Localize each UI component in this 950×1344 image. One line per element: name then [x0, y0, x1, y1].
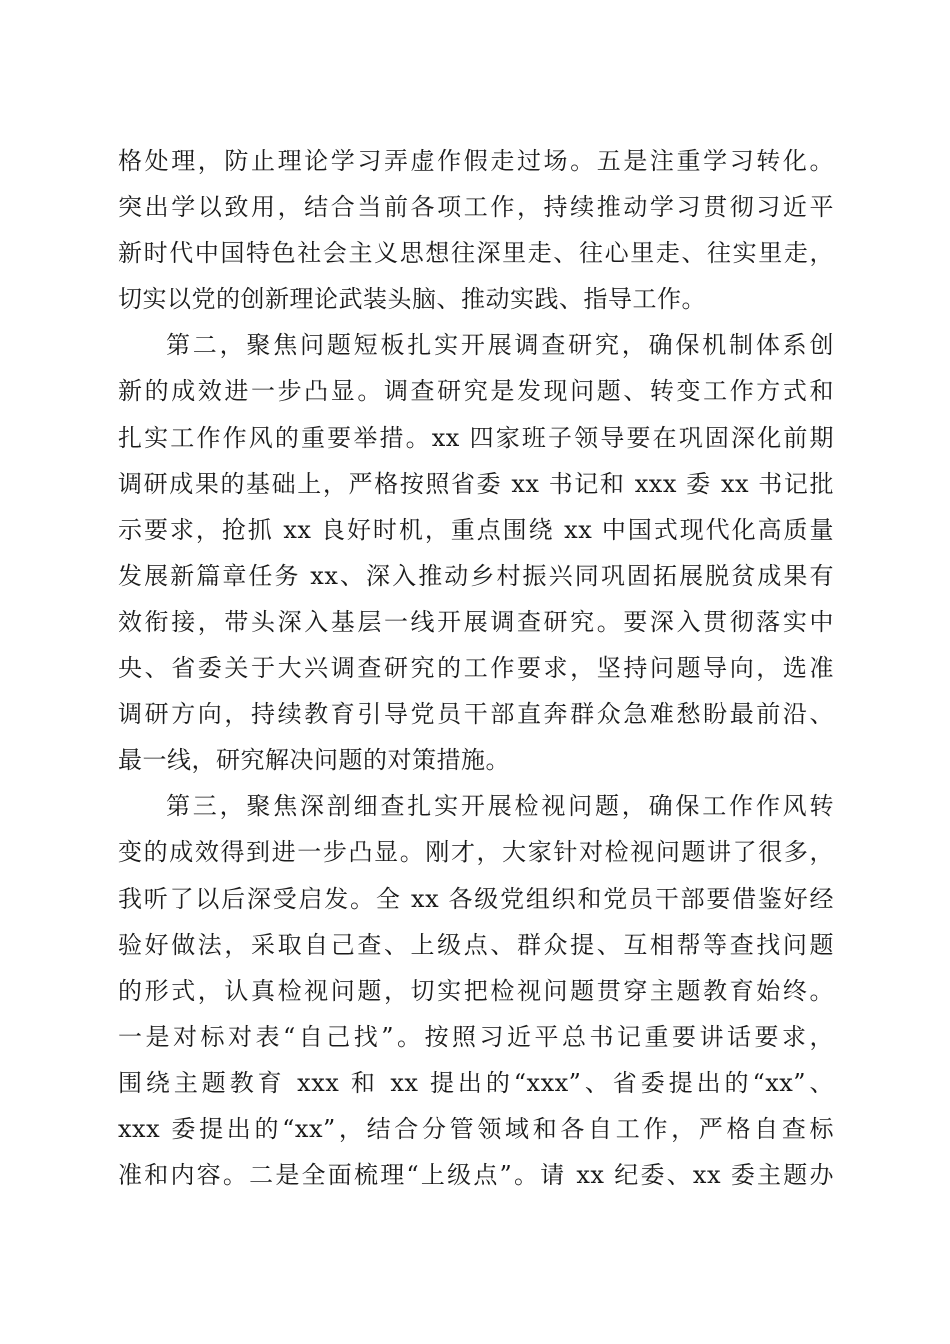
text-line: 扎实工作作风的重要举措。xx 四家班子领导要在巩固深化前期: [118, 423, 834, 452]
text-line: 新时代中国特色社会主义思想往深里走、往心里走、往实里走，: [118, 239, 834, 268]
text-line: 最一线，研究解决问题的对策措施。: [118, 746, 510, 775]
text-line: 发展新篇章任务 xx、深入推动乡村振兴同巩固拓展脱贫成果有: [118, 561, 834, 590]
text-line: xxx 委提出的“xx”，结合分管领域和各自工作，严格自查标: [118, 1114, 834, 1143]
text-line: 格处理，防止理论学习弄虚作假走过场。五是注重学习转化。: [118, 147, 834, 175]
text-line: 一是对标对表“自己找”。按照习近平总书记重要讲话要求，: [118, 1022, 834, 1051]
text-line: 调研方向，持续教育引导党员干部直奔群众急难愁盼最前沿、: [118, 700, 834, 729]
text-line: 突出学以致用，结合当前各项工作，持续推动学习贯彻习近平: [118, 193, 834, 222]
text-line: 新的成效进一步凸显。调查研究是发现问题、转变工作方式和: [118, 377, 834, 406]
text-line: 示要求，抢抓 xx 良好时机，重点围绕 xx 中国式现代化高质量: [118, 515, 834, 544]
text-line: 央、省委关于大兴调查研究的工作要求，坚持问题导向，选准: [118, 654, 834, 683]
text-line: 调研成果的基础上，严格按照省委 xx 书记和 xxx 委 xx 书记批: [118, 469, 834, 498]
text-line: 效衔接，带头深入基层一线开展调查研究。要深入贯彻落实中: [118, 607, 834, 636]
body-text: [118, 138, 834, 1198]
text-line: 切实以党的创新理论武装头脑、推动实践、指导工作。: [118, 285, 706, 314]
text-line: 变的成效得到进一步凸显。刚才，大家针对检视问题讲了很多，: [118, 838, 834, 867]
text-line: 围绕主题教育 xxx 和 xx 提出的“xxx”、省委提出的“xx”、: [118, 1068, 834, 1097]
paragraph-heading-line: 第二，聚焦问题短板扎实开展调查研究，确保机制体系创: [166, 331, 834, 360]
text-line: 的形式，认真检视问题，切实把检视问题贯穿主题教育始终。: [118, 976, 834, 1005]
paragraph-heading-line: 第三，聚焦深剖细查扎实开展检视问题，确保工作作风转: [166, 792, 834, 821]
text-line: 验好做法，采取自己查、上级点、群众提、互相帮等查找问题: [118, 930, 834, 959]
text-line: 我听了以后深受启发。全 xx 各级党组织和党员干部要借鉴好经: [118, 884, 834, 913]
text-line: 准和内容。二是全面梳理“上级点”。请 xx 纪委、xx 委主题办: [118, 1161, 834, 1190]
